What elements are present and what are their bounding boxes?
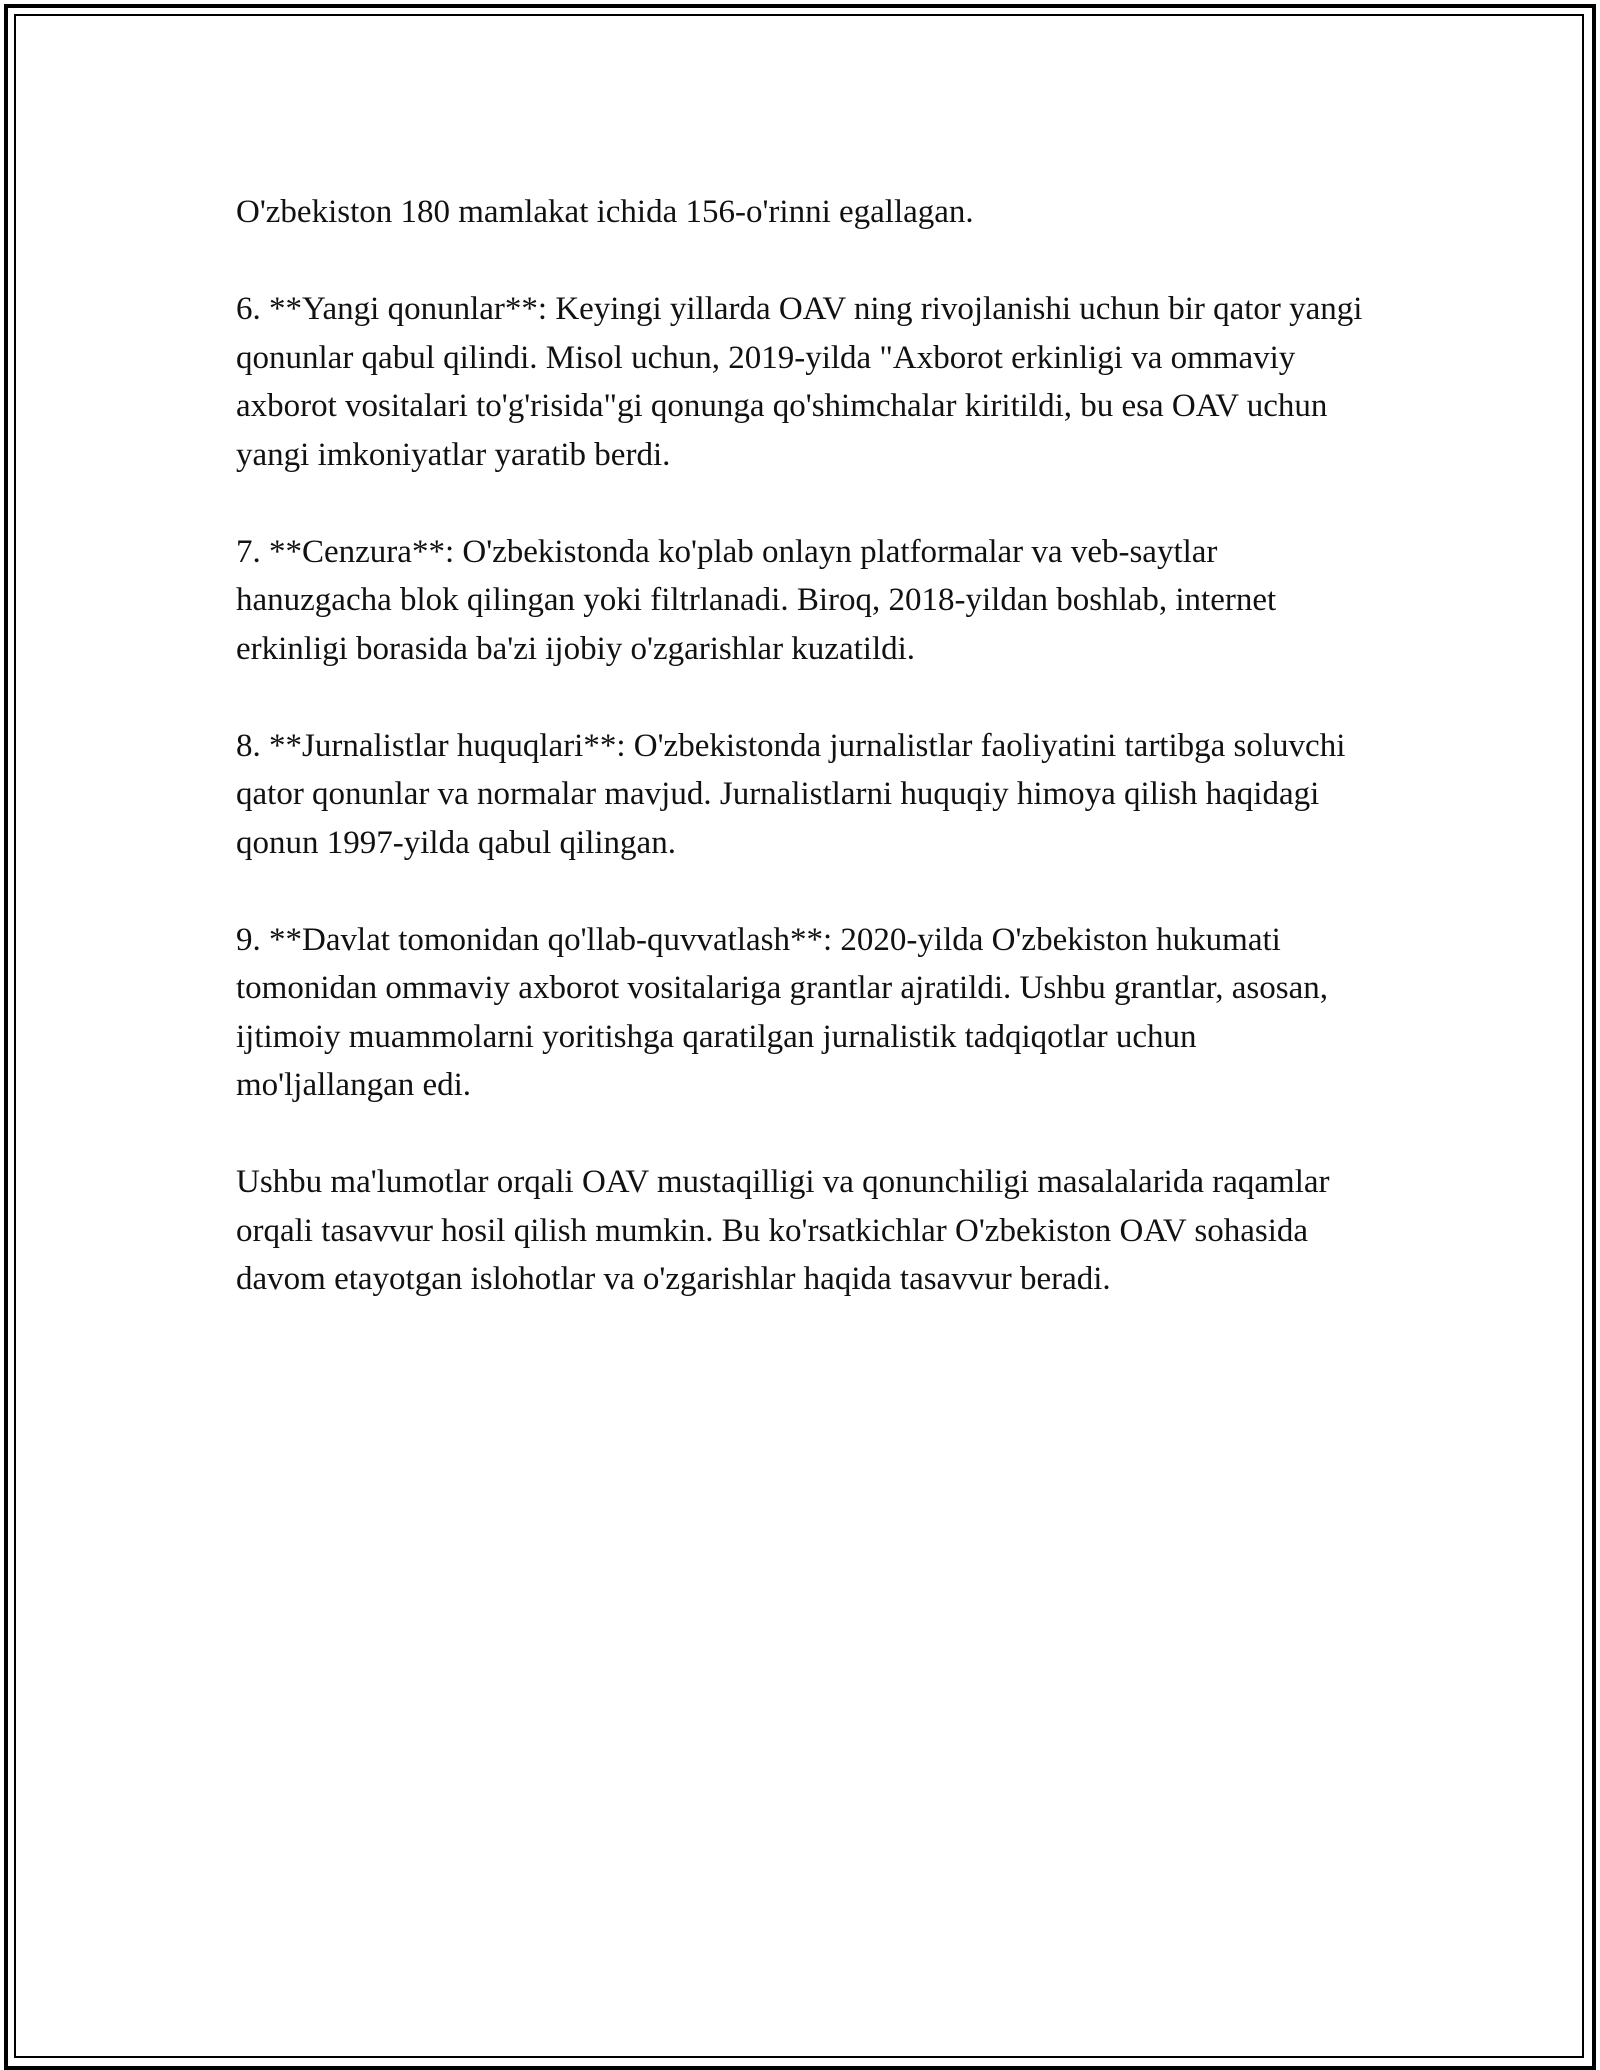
paragraph-new-laws: 6. **Yangi qonunlar**: Keyingi yillarda OAV ning rivojlanishi uchun bir qator yangi qonunlar qabul qilindi. Misol uchun, 2019-yilda "Axborot erkinligi va ommaviy axborot vositalari to'g'risida"gi qonunga qo'shimchalar kiritildi, bu esa OAV uchun yangi imkoniyatlar yaratib berdi. <box>236 291 1363 473</box>
paragraph-censorship: 7. **Cenzura**: O'zbekistonda ko'plab onlayn platformalar va veb-saytlar hanuzgacha blok qilingan yoki filtrlanadi. Biroq, 2018-yildan boshlab, internet erkinligi borasida ba'zi ijobiy o'zgarishlar kuzatildi. <box>236 533 1277 667</box>
paragraph-state-support: 9. **Davlat tomonidan qo'llab-quvvatlash**: 2020-yilda O'zbekiston hukumati tomonidan ommaviy axborot vositalariga grantlar ajratildi. Ushbu grantlar, asosan, ijtimoiy muammolarni yoritishga qaratilgan jurnalistik tadqiqotlar uchun mo'ljallangan edi. <box>236 921 1328 1103</box>
paragraph-conclusion: Ushbu ma'lumotlar orqali OAV mustaqilligi va qonunchiligi masalalarida raqamlar orqali tasavvur hosil qilish mumkin. Bu ko'rsatkichlar O'zbekiston OAV sohasida davom etayotgan islohotlar va o'zgarishlar haqida tasavvur beradi. <box>236 1164 1330 1297</box>
paragraph-journalist-rights: 8. **Jurnalistlar huquqlari**: O'zbekistonda jurnalistlar faoliyatini tartibga soluvchi qator qonunlar va normalar mavjud. Jurnalistlarni huquqiy himoya qilish haqidagi qonun 1997-yilda qabul qilingan. <box>236 727 1346 861</box>
paragraph-ranking: O'zbekiston 180 mamlakat ichida 156-o'rinni egallagan. <box>236 194 974 230</box>
document-body <box>236 188 1376 1352</box>
